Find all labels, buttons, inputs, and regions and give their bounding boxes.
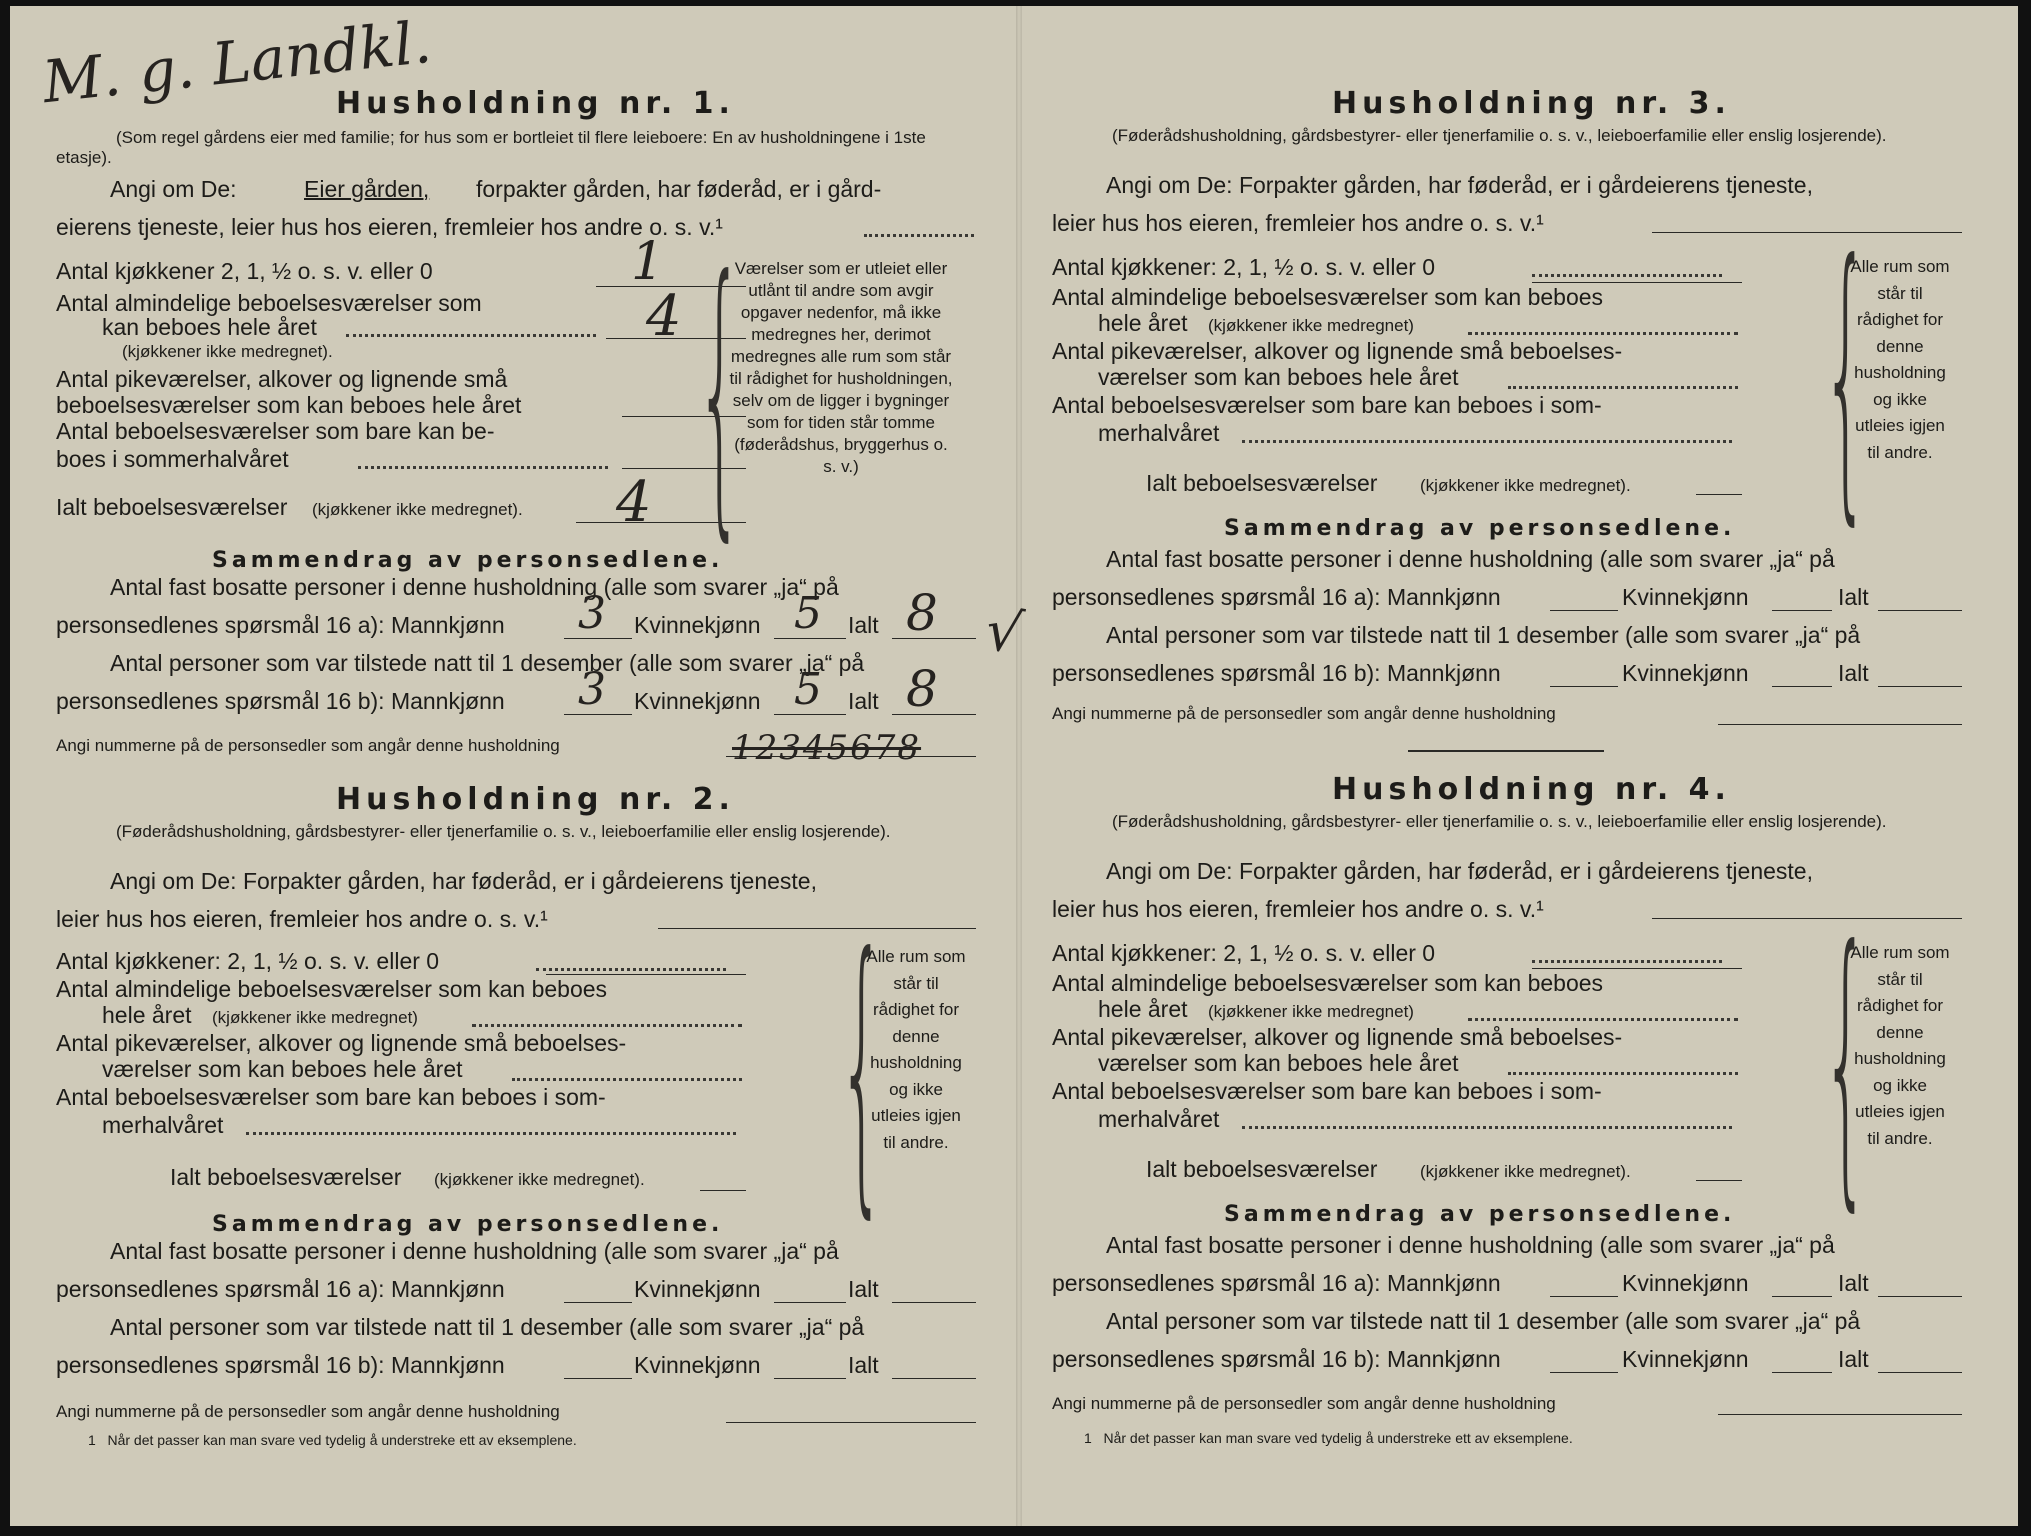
household-4-small-rooms-label-2: værelser som kan beboes hele året xyxy=(1098,1050,1459,1076)
household-3-total-sublabel: (kjøkkener ikke medregnet). xyxy=(1420,476,1631,495)
household-1-summary-b-male-label: personsedlenes spørsmål 16 b): Mannkjønn xyxy=(56,688,505,714)
household-3-total-label: Ialt beboelsesværelser xyxy=(1146,470,1378,496)
household-1-summary-a-male-label: personsedlenes spørsmål 16 a): Mannkjønn xyxy=(56,612,505,638)
household-1-rooms-sublabel: (kjøkkener ikke medregnet). xyxy=(122,342,333,361)
household-3-summary-b-label: Antal personer som var tilstede natt til 1 desember (alle som svarer „ja“ på xyxy=(1106,622,1861,648)
household-4-summary-title: Sammendrag av personsedlene. xyxy=(1224,1202,1736,1227)
household-2-rooms-label: Antal almindelige beboelsesværelser som kan beboes xyxy=(56,976,608,1002)
household-1-side-note: Værelser som er utleiet eller utlånt til andre som avgir opgaver nedenfor, må ikke medregnes her, derimot medregnes alle rum som står til rådighet for husholdningen, selv om de ligger i bygninger som for tiden står tomme (føderådshus, bryggerhus o. s. v.) xyxy=(729,259,953,476)
household-2-a-total-label: Ialt xyxy=(848,1276,879,1302)
section-separator xyxy=(1408,750,1604,752)
household-2-b-total-field[interactable] xyxy=(892,1378,976,1379)
household-4-brace: { xyxy=(1822,887,1870,1236)
household-4-b-total-label: Ialt xyxy=(1838,1346,1869,1372)
household-4-person-numbers-field[interactable] xyxy=(1718,1414,1962,1415)
household-1-a-female-value: 5 xyxy=(794,588,822,639)
household-1-a-total-label: Ialt xyxy=(848,612,879,638)
household-1-answer-eier[interactable]: Eier gården, xyxy=(304,176,430,202)
household-1-b-total-value: 8 xyxy=(906,660,938,718)
household-1-kitchens-value: 1 xyxy=(631,232,665,292)
household-1-brace: { xyxy=(696,217,744,566)
footnote-left-marker: 1 xyxy=(88,1432,96,1448)
household-3-summary-title: Sammendrag av personsedlene. xyxy=(1224,516,1736,541)
household-3-summary-a-male-label: personsedlenes spørsmål 16 a): Mannkjønn xyxy=(1052,584,1501,610)
household-3-a-female-field[interactable] xyxy=(1772,610,1832,611)
household-2-summer-rooms-label: Antal beboelsesværelser som bare kan beboes i som- xyxy=(56,1084,606,1110)
household-3-person-numbers-field[interactable] xyxy=(1718,724,1962,725)
household-2-side-note: Alle rum som står til rådighet for denne husholdning og ikke utleies igjen til andre. xyxy=(866,947,966,1152)
household-3-person-numbers-label: Angi nummerne på de personsedler som angår denne husholdning xyxy=(1052,704,1556,723)
household-4-kitchens-label: Antal kjøkkener: 2, 1, ½ o. s. v. eller 0 xyxy=(1052,940,1436,966)
household-3-a-male-field[interactable] xyxy=(1550,610,1618,611)
household-4-occupancy-field[interactable] xyxy=(1652,918,1962,919)
footnote-left xyxy=(88,1432,577,1448)
household-4-question-2: leier hus hos eieren, fremleier hos andre o. s. v.¹ xyxy=(1052,896,1544,922)
household-2-small-rooms-label: Antal pikeværelser, alkover og lignende små beboelses- xyxy=(56,1030,627,1056)
household-1-summer-rooms-label: Antal beboelsesværelser som bare kan be- xyxy=(56,418,495,444)
household-1-rooms-label: Antal almindelige beboelsesværelser som xyxy=(56,290,482,316)
household-3-small-rooms-label: Antal pikeværelser, alkover og lignende små beboelses- xyxy=(1052,338,1623,364)
household-2-summary-b-label: Antal personer som var tilstede natt til 1 desember (alle som svarer „ja“ på xyxy=(110,1314,865,1340)
household-1-summary-b-label: Antal personer som var tilstede natt til 1 desember (alle som svarer „ja“ på xyxy=(110,650,865,676)
household-3-rooms-label-2: hele året xyxy=(1098,310,1188,336)
page-fold xyxy=(1016,6,1022,1526)
footnote-right-marker: 1 xyxy=(1084,1430,1092,1446)
household-4-question: Angi om De: Forpakter gården, har føderåd, er i gårdeierens tjeneste, xyxy=(1106,858,1813,884)
household-2-rooms-label-2: hele året xyxy=(102,1002,192,1028)
household-2-small-rooms-label-2: værelser som kan beboes hele året xyxy=(102,1056,463,1082)
household-1-person-numbers-value: 12345678 xyxy=(732,728,922,768)
household-2-total-sublabel: (kjøkkener ikke medregnet). xyxy=(434,1170,645,1189)
household-1-summer-rooms-label-2: boes i sommerhalvåret xyxy=(56,446,289,472)
household-4-a-total-field[interactable] xyxy=(1878,1296,1962,1297)
household-2-summary-title: Sammendrag av personsedlene. xyxy=(212,1212,724,1237)
household-2-b-female-field[interactable] xyxy=(774,1378,846,1379)
household-4-person-numbers-label: Angi nummerne på de personsedler som angår denne husholdning xyxy=(1052,1394,1556,1413)
household-3-b-total-label: Ialt xyxy=(1838,660,1869,686)
household-2-person-numbers-label: Angi nummerne på de personsedler som angår denne husholdning xyxy=(56,1402,560,1421)
household-3-summary-a-label: Antal fast bosatte personer i denne husholdning (alle som svarer „ja“ på xyxy=(1106,546,1835,572)
household-4-total-field[interactable] xyxy=(1696,1180,1742,1181)
household-1-b-female-label: Kvinnekjønn xyxy=(634,688,761,714)
household-1-b-male-value: 3 xyxy=(578,664,606,715)
household-4-a-female-label: Kvinnekjønn xyxy=(1622,1270,1749,1296)
household-1-summary-a-label: Antal fast bosatte personer i denne husholdning (alle som svarer „ja“ på xyxy=(110,574,839,600)
household-4-rooms-label-2: hele året xyxy=(1098,996,1188,1022)
household-3-b-female-field[interactable] xyxy=(1772,686,1832,687)
household-4-small-rooms-label: Antal pikeværelser, alkover og lignende små beboelses- xyxy=(1052,1024,1623,1050)
household-4-summer-rooms-label: Antal beboelsesværelser som bare kan beboes i som- xyxy=(1052,1078,1602,1104)
household-4-b-female-label: Kvinnekjønn xyxy=(1622,1346,1749,1372)
household-1-total-value: 4 xyxy=(616,470,652,535)
household-4-rooms-label: Antal almindelige beboelsesværelser som kan beboes xyxy=(1052,970,1604,996)
household-3-b-male-field[interactable] xyxy=(1550,686,1618,687)
household-4-total-sublabel: (kjøkkener ikke medregnet). xyxy=(1420,1162,1631,1181)
household-1-total-label: Ialt beboelsesværelser xyxy=(56,494,288,520)
household-3-small-rooms-label-2: værelser som kan beboes hele året xyxy=(1098,364,1459,390)
household-4-summary-a-male-label: personsedlenes spørsmål 16 a): Mannkjønn xyxy=(1052,1270,1501,1296)
household-4-side-note: Alle rum som står til rådighet for denne husholdning og ikke utleies igjen til andre. xyxy=(1850,943,1950,1148)
household-4-b-total-field[interactable] xyxy=(1878,1372,1962,1373)
household-2-title: Husholdning nr. 2. xyxy=(336,782,735,817)
household-2-summer-rooms-label-2: merhalvåret xyxy=(102,1112,224,1138)
household-1-a-female-label: Kvinnekjønn xyxy=(634,612,761,638)
household-3-kitchens-label: Antal kjøkkener: 2, 1, ½ o. s. v. eller 0 xyxy=(1052,254,1436,280)
household-3-title: Husholdning nr. 3. xyxy=(1332,86,1731,121)
household-1-small-rooms-label: Antal pikeværelser, alkover og lignende små xyxy=(56,366,508,392)
household-3-b-female-label: Kvinnekjønn xyxy=(1622,660,1749,686)
household-4-b-male-field[interactable] xyxy=(1550,1372,1618,1373)
household-1-checkmark: √ xyxy=(980,597,1028,668)
household-2-summary-b-male-label: personsedlenes spørsmål 16 b): Mannkjønn xyxy=(56,1352,505,1378)
household-2-a-female-field[interactable] xyxy=(774,1302,846,1303)
household-2-a-male-field[interactable] xyxy=(564,1302,632,1303)
margin-note-handwritten: M. g. Landkl. xyxy=(39,7,435,117)
household-3-rooms-label: Antal almindelige beboelsesværelser som kan beboes xyxy=(1052,284,1604,310)
household-1-question-line2: eierens tjeneste, leier hus hos eieren, fremleier hos andre o. s. v.¹ xyxy=(56,214,723,240)
household-1-a-total-value: 8 xyxy=(906,584,938,642)
household-4-summary-b-label: Antal personer som var tilstede natt til 1 desember (alle som svarer „ja“ på xyxy=(1106,1308,1861,1334)
household-2-kitchens-field[interactable] xyxy=(546,974,746,975)
household-1-note: (Som regel gårdens eier med familie; for hus som er bortleiet til flere leieboere: En av husholdningene i 1ste etasje). xyxy=(56,128,926,167)
household-3-a-female-label: Kvinnekjønn xyxy=(1622,584,1749,610)
household-1-person-numbers-label: Angi nummerne på de personsedler som angår denne husholdning xyxy=(56,736,560,755)
household-1-b-female-value: 5 xyxy=(794,664,822,715)
household-2-question: Angi om De: Forpakter gården, har føderåd, er i gårdeierens tjeneste, xyxy=(110,868,817,894)
household-1-b-total-label: Ialt xyxy=(848,688,879,714)
household-3-summer-rooms-label-2: merhalvåret xyxy=(1098,420,1220,446)
household-3-question: Angi om De: Forpakter gården, har føderåd, er i gårdeierens tjeneste, xyxy=(1106,172,1813,198)
household-1-title: Husholdning nr. 1. xyxy=(336,86,735,121)
household-1-a-male-value: 3 xyxy=(578,588,606,639)
household-2-question-2: leier hus hos eieren, fremleier hos andre o. s. v.¹ xyxy=(56,906,548,932)
household-3-a-total-field[interactable] xyxy=(1878,610,1962,611)
household-2-note: (Føderådshusholdning, gårdsbestyrer- eller tjenerfamilie o. s. v., leieboerfamilie eller enslig losjerende). xyxy=(116,822,891,841)
household-4-total-label: Ialt beboelsesværelser xyxy=(1146,1156,1378,1182)
household-1-rooms-value: 4 xyxy=(646,284,682,349)
household-2-b-male-field[interactable] xyxy=(564,1378,632,1379)
household-2-rooms-sublabel: (kjøkkener ikke medregnet) xyxy=(212,1008,418,1027)
household-3-side-note: Alle rum som står til rådighet for denne husholdning og ikke utleies igjen til andre. xyxy=(1850,257,1950,462)
household-3-kitchens-field[interactable] xyxy=(1532,282,1742,283)
household-2-a-female-label: Kvinnekjønn xyxy=(634,1276,761,1302)
household-4-kitchens-field[interactable] xyxy=(1532,968,1742,969)
household-4-rooms-sublabel: (kjøkkener ikke medregnet) xyxy=(1208,1002,1414,1021)
household-2-b-total-label: Ialt xyxy=(848,1352,879,1378)
household-3-question-2: leier hus hos eieren, fremleier hos andre o. s. v.¹ xyxy=(1052,210,1544,236)
household-4-a-total-label: Ialt xyxy=(1838,1270,1869,1296)
household-2-brace: { xyxy=(838,894,886,1243)
footnote-left-text: Når det passer kan man svare ved tydelig å understreke ett av eksemplene. xyxy=(107,1432,577,1448)
household-1-question-rest: forpakter gården, har føderåd, er i gård- xyxy=(476,176,882,202)
household-4-a-female-field[interactable] xyxy=(1772,1296,1832,1297)
household-4-b-female-field[interactable] xyxy=(1772,1372,1832,1373)
household-2-summary-a-label: Antal fast bosatte personer i denne husholdning (alle som svarer „ja“ på xyxy=(110,1238,839,1264)
household-1-summary-title: Sammendrag av personsedlene. xyxy=(212,548,724,573)
household-3-brace: { xyxy=(1822,201,1870,550)
household-2-b-female-label: Kvinnekjønn xyxy=(634,1352,761,1378)
household-4-summary-a-label: Antal fast bosatte personer i denne husholdning (alle som svarer „ja“ på xyxy=(1106,1232,1835,1258)
household-2-person-numbers-field[interactable] xyxy=(726,1422,976,1423)
household-4-summary-b-male-label: personsedlenes spørsmål 16 b): Mannkjønn xyxy=(1052,1346,1501,1372)
household-4-summer-rooms-label-2: merhalvåret xyxy=(1098,1106,1220,1132)
household-4-a-male-field[interactable] xyxy=(1550,1296,1618,1297)
household-4-note: (Føderådshusholdning, gårdsbestyrer- eller tjenerfamilie o. s. v., leieboerfamilie eller enslig losjerende). xyxy=(1112,812,1887,831)
household-4-title: Husholdning nr. 4. xyxy=(1332,772,1731,807)
household-2-total-label: Ialt beboelsesværelser xyxy=(170,1164,402,1190)
household-1-kitchens-label: Antal kjøkkener 2, 1, ½ o. s. v. eller 0 xyxy=(56,258,433,284)
household-1-question-lead: Angi om De: xyxy=(110,176,237,202)
household-2-kitchens-label: Antal kjøkkener: 2, 1, ½ o. s. v. eller 0 xyxy=(56,948,440,974)
household-3-b-total-field[interactable] xyxy=(1878,686,1962,687)
household-3-occupancy-field[interactable] xyxy=(1652,232,1962,233)
household-2-a-total-field[interactable] xyxy=(892,1302,976,1303)
household-1-small-rooms-label-2: beboelsesværelser som kan beboes hele året xyxy=(56,392,522,418)
household-3-note: (Føderådshusholdning, gårdsbestyrer- eller tjenerfamilie o. s. v., leieboerfamilie eller enslig losjerende). xyxy=(1112,126,1887,145)
household-2-summary-a-male-label: personsedlenes spørsmål 16 a): Mannkjønn xyxy=(56,1276,505,1302)
footnote-right-text: Når det passer kan man svare ved tydelig å understreke ett av eksemplene. xyxy=(1103,1430,1573,1446)
footnote-right xyxy=(1084,1430,1573,1446)
household-3-a-total-label: Ialt xyxy=(1838,584,1869,610)
household-3-total-field[interactable] xyxy=(1696,494,1742,495)
household-2-total-field[interactable] xyxy=(700,1190,746,1191)
household-2-occupancy-field[interactable] xyxy=(658,928,976,929)
household-3-rooms-sublabel: (kjøkkener ikke medregnet) xyxy=(1208,316,1414,335)
household-1-total-sublabel: (kjøkkener ikke medregnet). xyxy=(312,500,523,519)
household-3-summary-b-male-label: personsedlenes spørsmål 16 b): Mannkjønn xyxy=(1052,660,1501,686)
household-1-rooms-label-2: kan beboes hele året xyxy=(102,314,317,340)
household-3-summer-rooms-label: Antal beboelsesværelser som bare kan beboes i som- xyxy=(1052,392,1602,418)
